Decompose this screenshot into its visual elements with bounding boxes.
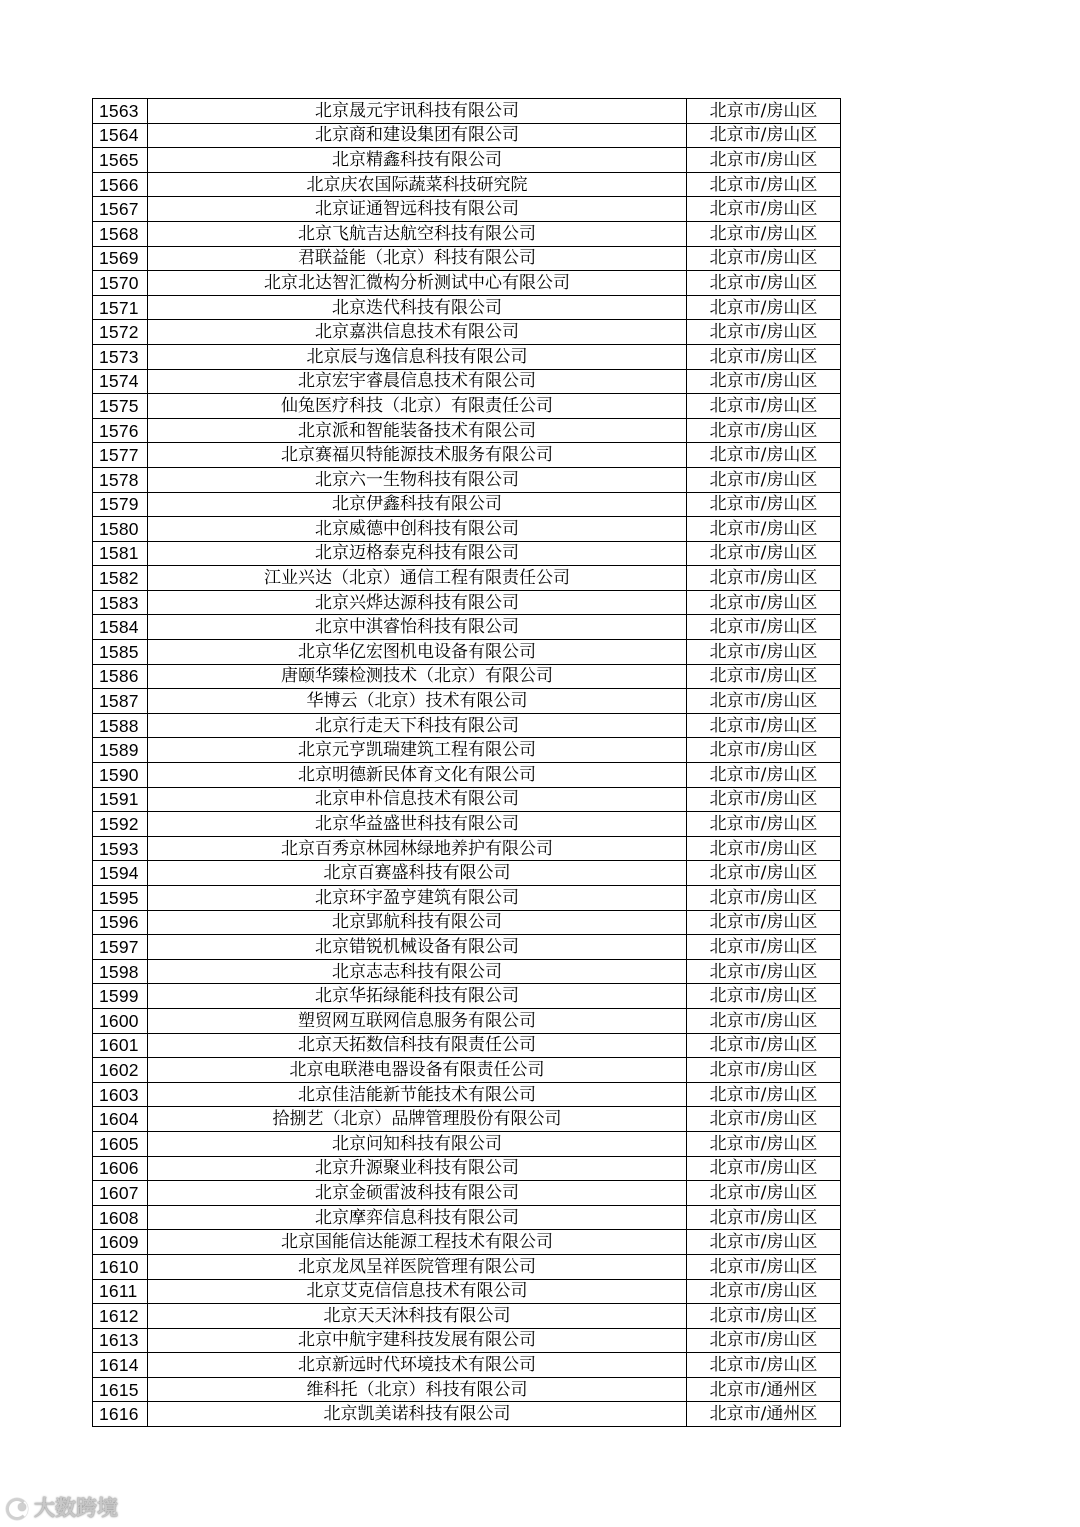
row-number: 1603 [93, 1082, 148, 1107]
region: 北京市/房山区 [687, 1328, 841, 1353]
row-number: 1598 [93, 959, 148, 984]
company-name: 北京环宇盈亨建筑有限公司 [148, 886, 687, 911]
company-name: 北京嘉洪信息技术有限公司 [148, 320, 687, 345]
table-row [93, 148, 841, 173]
table-row [93, 246, 841, 271]
region: 北京市/房山区 [687, 271, 841, 296]
row-number: 1600 [93, 1008, 148, 1033]
table-row [93, 1353, 841, 1378]
region: 北京市/房山区 [687, 1279, 841, 1304]
row-number: 1609 [93, 1230, 148, 1255]
region: 北京市/房山区 [687, 197, 841, 222]
table-row [93, 1205, 841, 1230]
region: 北京市/房山区 [687, 763, 841, 788]
company-name: 拾捌艺（北京）品牌管理股份有限公司 [148, 1107, 687, 1132]
company-name: 北京电联港电器设备有限责任公司 [148, 1058, 687, 1083]
table-row [93, 1402, 841, 1427]
table-row [93, 886, 841, 911]
company-name: 北京行走天下科技有限公司 [148, 713, 687, 738]
row-number: 1587 [93, 689, 148, 714]
company-name: 维科托（北京）科技有限公司 [148, 1377, 687, 1402]
company-name: 北京迭代科技有限公司 [148, 295, 687, 320]
row-number: 1585 [93, 640, 148, 665]
table-row [93, 959, 841, 984]
watermark [6, 1493, 118, 1521]
row-number: 1614 [93, 1353, 148, 1378]
company-name: 北京晟元宇讯科技有限公司 [148, 99, 687, 124]
company-name: 北京宏宇睿晨信息技术有限公司 [148, 369, 687, 394]
region: 北京市/房山区 [687, 1205, 841, 1230]
region: 北京市/房山区 [687, 517, 841, 542]
table-row [93, 541, 841, 566]
company-name: 北京天拓数信科技有限责任公司 [148, 1033, 687, 1058]
table-row [93, 664, 841, 689]
company-name: 北京申朴信息技术有限公司 [148, 787, 687, 812]
company-name: 北京郢航科技有限公司 [148, 910, 687, 935]
table-body [93, 99, 841, 1427]
region: 北京市/房山区 [687, 566, 841, 591]
table-row [93, 910, 841, 935]
region: 北京市/房山区 [687, 738, 841, 763]
row-number: 1578 [93, 467, 148, 492]
table-row [93, 443, 841, 468]
company-name: 北京元亨凯瑞建筑工程有限公司 [148, 738, 687, 763]
table-row [93, 197, 841, 222]
company-name: 北京迈格泰克科技有限公司 [148, 541, 687, 566]
company-list-table [92, 98, 841, 1427]
row-number: 1568 [93, 221, 148, 246]
row-number: 1616 [93, 1402, 148, 1427]
company-name: 北京新远时代环境技术有限公司 [148, 1353, 687, 1378]
table-row [93, 320, 841, 345]
table-row [93, 787, 841, 812]
row-number: 1575 [93, 394, 148, 419]
row-number: 1572 [93, 320, 148, 345]
region: 北京市/房山区 [687, 246, 841, 271]
region: 北京市/房山区 [687, 713, 841, 738]
row-number: 1591 [93, 787, 148, 812]
row-number: 1588 [93, 713, 148, 738]
table-row [93, 861, 841, 886]
table-row [93, 1377, 841, 1402]
company-name: 北京中航宇建科技发展有限公司 [148, 1328, 687, 1353]
row-number: 1599 [93, 984, 148, 1009]
company-name: 华博云（北京）技术有限公司 [148, 689, 687, 714]
region: 北京市/房山区 [687, 344, 841, 369]
region: 北京市/房山区 [687, 221, 841, 246]
region: 北京市/房山区 [687, 1230, 841, 1255]
company-name: 北京摩弈信息科技有限公司 [148, 1205, 687, 1230]
company-name: 北京北达智汇微构分析测试中心有限公司 [148, 271, 687, 296]
row-number: 1606 [93, 1156, 148, 1181]
table-row [93, 221, 841, 246]
row-number: 1580 [93, 517, 148, 542]
row-number: 1593 [93, 836, 148, 861]
row-number: 1615 [93, 1377, 148, 1402]
region: 北京市/房山区 [687, 418, 841, 443]
company-name: 君联益能（北京）科技有限公司 [148, 246, 687, 271]
company-name: 北京伊鑫科技有限公司 [148, 492, 687, 517]
row-number: 1570 [93, 271, 148, 296]
company-name: 北京百秀京林园林绿地养护有限公司 [148, 836, 687, 861]
company-name: 北京兴烨达源科技有限公司 [148, 590, 687, 615]
region: 北京市/房山区 [687, 1131, 841, 1156]
row-number: 1602 [93, 1058, 148, 1083]
company-name: 北京艾克信信息技术有限公司 [148, 1279, 687, 1304]
table-row [93, 99, 841, 124]
company-name: 北京升源聚业科技有限公司 [148, 1156, 687, 1181]
region: 北京市/房山区 [687, 984, 841, 1009]
row-number: 1612 [93, 1304, 148, 1329]
company-name: 北京国能信达能源工程技术有限公司 [148, 1230, 687, 1255]
company-name: 北京六一生物科技有限公司 [148, 467, 687, 492]
row-number: 1584 [93, 615, 148, 640]
row-number: 1592 [93, 812, 148, 837]
table-row [93, 271, 841, 296]
company-name: 北京志志科技有限公司 [148, 959, 687, 984]
table-row [93, 1131, 841, 1156]
row-number: 1613 [93, 1328, 148, 1353]
row-number: 1563 [93, 99, 148, 124]
company-name: 北京错锐机械设备有限公司 [148, 935, 687, 960]
row-number: 1595 [93, 886, 148, 911]
region: 北京市/房山区 [687, 1304, 841, 1329]
row-number: 1607 [93, 1181, 148, 1206]
company-name: 北京百赛盛科技有限公司 [148, 861, 687, 886]
table-row [93, 1107, 841, 1132]
table-row [93, 689, 841, 714]
row-number: 1571 [93, 295, 148, 320]
table-row [93, 1230, 841, 1255]
region: 北京市/通州区 [687, 1402, 841, 1427]
row-number: 1605 [93, 1131, 148, 1156]
region: 北京市/房山区 [687, 935, 841, 960]
row-number: 1569 [93, 246, 148, 271]
table-row [93, 640, 841, 665]
table-row [93, 812, 841, 837]
region: 北京市/房山区 [687, 541, 841, 566]
row-number: 1597 [93, 935, 148, 960]
table-row [93, 1328, 841, 1353]
company-name: 北京金硕雷波科技有限公司 [148, 1181, 687, 1206]
table-row [93, 1058, 841, 1083]
table-row [93, 566, 841, 591]
company-name: 北京派和智能装备技术有限公司 [148, 418, 687, 443]
company-name: 北京威德中创科技有限公司 [148, 517, 687, 542]
table-row [93, 295, 841, 320]
region: 北京市/房山区 [687, 689, 841, 714]
table-row [93, 590, 841, 615]
region: 北京市/房山区 [687, 1008, 841, 1033]
row-number: 1594 [93, 861, 148, 886]
table-row [93, 344, 841, 369]
region: 北京市/房山区 [687, 1107, 841, 1132]
company-name: 北京华亿宏图机电设备有限公司 [148, 640, 687, 665]
region: 北京市/房山区 [687, 172, 841, 197]
region: 北京市/房山区 [687, 836, 841, 861]
row-number: 1565 [93, 148, 148, 173]
company-name: 唐颐华臻检测技术（北京）有限公司 [148, 664, 687, 689]
table-row [93, 1008, 841, 1033]
row-number: 1583 [93, 590, 148, 615]
region: 北京市/房山区 [687, 320, 841, 345]
row-number: 1586 [93, 664, 148, 689]
region: 北京市/房山区 [687, 910, 841, 935]
region: 北京市/房山区 [687, 443, 841, 468]
row-number: 1573 [93, 344, 148, 369]
company-name: 江业兴达（北京）通信工程有限责任公司 [148, 566, 687, 591]
table-row [93, 1082, 841, 1107]
region: 北京市/房山区 [687, 861, 841, 886]
company-name: 北京飞航吉达航空科技有限公司 [148, 221, 687, 246]
company-name: 北京中淇睿怡科技有限公司 [148, 615, 687, 640]
company-name: 北京精鑫科技有限公司 [148, 148, 687, 173]
company-name: 北京华益盛世科技有限公司 [148, 812, 687, 837]
region: 北京市/房山区 [687, 394, 841, 419]
company-name: 北京明德新民体育文化有限公司 [148, 763, 687, 788]
company-name: 北京天天沐科技有限公司 [148, 1304, 687, 1329]
row-number: 1582 [93, 566, 148, 591]
row-number: 1566 [93, 172, 148, 197]
company-name: 北京佳洁能新节能技术有限公司 [148, 1082, 687, 1107]
company-name: 北京辰与逸信息科技有限公司 [148, 344, 687, 369]
table-row [93, 615, 841, 640]
company-name: 塑贸网互联网信息服务有限公司 [148, 1008, 687, 1033]
row-number: 1604 [93, 1107, 148, 1132]
row-number: 1576 [93, 418, 148, 443]
region: 北京市/房山区 [687, 148, 841, 173]
table-row [93, 713, 841, 738]
region: 北京市/房山区 [687, 1058, 841, 1083]
region: 北京市/房山区 [687, 1181, 841, 1206]
row-number: 1577 [93, 443, 148, 468]
company-name: 北京凯美诺科技有限公司 [148, 1402, 687, 1427]
table-row [93, 836, 841, 861]
table-row [93, 172, 841, 197]
region: 北京市/房山区 [687, 1156, 841, 1181]
row-number: 1611 [93, 1279, 148, 1304]
region: 北京市/房山区 [687, 123, 841, 148]
watermark-text: 大数跨境 [34, 1496, 118, 1520]
region: 北京市/房山区 [687, 959, 841, 984]
region: 北京市/房山区 [687, 1353, 841, 1378]
watermark-logo-icon [6, 1497, 30, 1517]
row-number: 1581 [93, 541, 148, 566]
region: 北京市/房山区 [687, 1033, 841, 1058]
table-row [93, 394, 841, 419]
table-row [93, 763, 841, 788]
table-row [93, 492, 841, 517]
region: 北京市/房山区 [687, 640, 841, 665]
region: 北京市/房山区 [687, 664, 841, 689]
table-row [93, 984, 841, 1009]
company-name: 北京龙凤呈祥医院管理有限公司 [148, 1254, 687, 1279]
table-row [93, 1304, 841, 1329]
row-number: 1579 [93, 492, 148, 517]
row-number: 1608 [93, 1205, 148, 1230]
table-row [93, 1181, 841, 1206]
table-row [93, 1156, 841, 1181]
row-number: 1564 [93, 123, 148, 148]
region: 北京市/房山区 [687, 295, 841, 320]
table-row [93, 1033, 841, 1058]
row-number: 1601 [93, 1033, 148, 1058]
region: 北京市/房山区 [687, 1254, 841, 1279]
company-name: 北京庆农国际蔬菜科技研究院 [148, 172, 687, 197]
table-row [93, 1254, 841, 1279]
row-number: 1596 [93, 910, 148, 935]
company-name: 北京证通智远科技有限公司 [148, 197, 687, 222]
table-row [93, 369, 841, 394]
company-name: 仙兔医疗科技（北京）有限责任公司 [148, 394, 687, 419]
table-row [93, 1279, 841, 1304]
table-row [93, 517, 841, 542]
table-row [93, 418, 841, 443]
region: 北京市/房山区 [687, 812, 841, 837]
region: 北京市/房山区 [687, 787, 841, 812]
row-number: 1610 [93, 1254, 148, 1279]
region: 北京市/房山区 [687, 590, 841, 615]
region: 北京市/房山区 [687, 492, 841, 517]
region: 北京市/通州区 [687, 1377, 841, 1402]
row-number: 1589 [93, 738, 148, 763]
company-name: 北京华拓绿能科技有限公司 [148, 984, 687, 1009]
table-row [93, 123, 841, 148]
region: 北京市/房山区 [687, 369, 841, 394]
row-number: 1590 [93, 763, 148, 788]
company-name: 北京问知科技有限公司 [148, 1131, 687, 1156]
region: 北京市/房山区 [687, 99, 841, 124]
table-row [93, 935, 841, 960]
region: 北京市/房山区 [687, 615, 841, 640]
region: 北京市/房山区 [687, 886, 841, 911]
table-row [93, 467, 841, 492]
company-name: 北京赛福贝特能源技术服务有限公司 [148, 443, 687, 468]
company-name: 北京商和建设集团有限公司 [148, 123, 687, 148]
table-row [93, 738, 841, 763]
row-number: 1567 [93, 197, 148, 222]
region: 北京市/房山区 [687, 1082, 841, 1107]
region: 北京市/房山区 [687, 467, 841, 492]
row-number: 1574 [93, 369, 148, 394]
